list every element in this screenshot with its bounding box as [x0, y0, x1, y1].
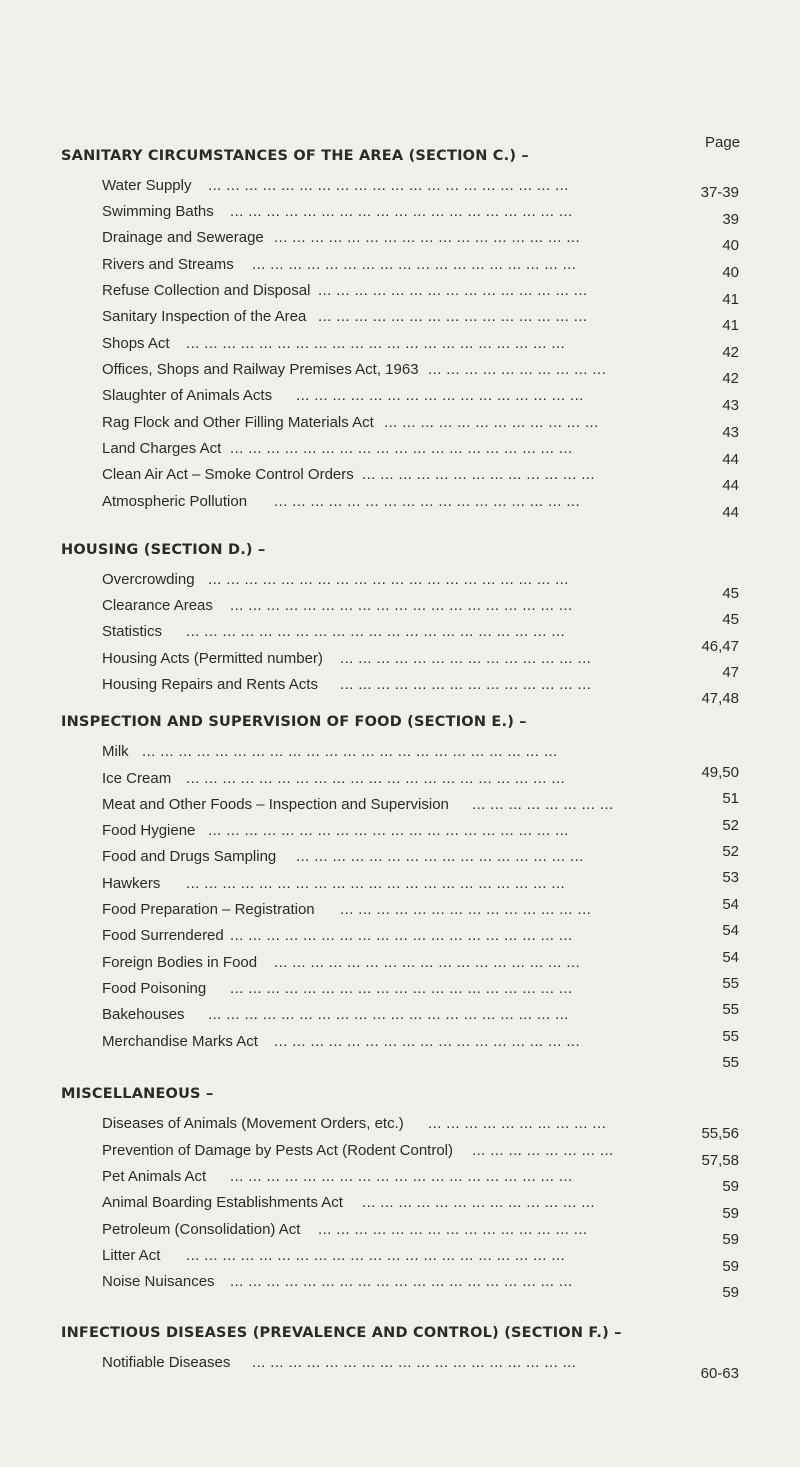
leader-dots: ... ... ... ... ... ... ... ... ... ... ... ... ... ... ... ... ... ... ... — [230, 440, 573, 457]
toc-entry — [102, 282, 739, 308]
toc-entry-page: 44 — [722, 477, 739, 494]
toc-entry-page: 54 — [722, 922, 739, 939]
toc-entry — [102, 1168, 739, 1194]
toc-entry — [102, 256, 739, 282]
toc-entry-title: Bakehouses — [102, 1006, 185, 1023]
toc-entry — [102, 1194, 739, 1220]
leader-dots: ... ... ... ... ... ... ... ... ... ... ... ... ... ... ... ... ... ... — [252, 1354, 577, 1371]
toc-entry — [102, 1354, 739, 1380]
toc-entry-page: 37-39 — [700, 184, 739, 201]
toc-entry-title: Rag Flock and Other Filling Materials Act — [102, 414, 374, 431]
leader-dots: ... ... ... ... ... ... ... ... ... ... ... ... ... ... ... ... ... ... ... ... ... — [186, 623, 566, 640]
leader-dots: ... ... ... ... ... ... ... ... ... ... ... ... ... ... ... ... ... ... ... ... ... — [186, 875, 566, 892]
toc-entry-title: Water Supply — [102, 177, 192, 194]
toc-entry-page: 49,50 — [701, 764, 739, 781]
toc-entry — [102, 1142, 739, 1168]
leader-dots: ... ... ... ... ... ... ... ... ... ... ... ... ... ... ... — [318, 282, 588, 299]
toc-entry-title: Swimming Baths — [102, 203, 214, 220]
toc-entry-page: 43 — [722, 424, 739, 441]
toc-entry-title: Hawkers — [102, 875, 161, 892]
leader-dots: ... ... ... ... ... ... ... ... ... ... ... ... ... ... ... — [318, 1221, 588, 1238]
toc-entry-page: 39 — [722, 211, 739, 228]
toc-entry-page: 55 — [722, 975, 739, 992]
toc-entry-title: Litter Act — [102, 1247, 161, 1264]
toc-entry-page: 40 — [722, 264, 739, 281]
toc-entry-title: Shops Act — [102, 335, 170, 352]
toc-entry-page: 52 — [722, 843, 739, 860]
toc-entry-page: 42 — [722, 344, 739, 361]
toc-entry — [102, 623, 739, 655]
toc-entry-title: Offices, Shops and Railway Premises Act, 1963 — [102, 361, 419, 378]
toc-entry-title: Sanitary Inspection of the Area — [102, 308, 307, 325]
toc-entry-page: 52 — [722, 817, 739, 834]
toc-entry-title: Land Charges Act — [102, 440, 222, 457]
leader-dots: ... ... ... ... ... ... ... ... ... ... ... ... ... ... ... ... ... — [274, 493, 581, 510]
toc-entry-title: Food Preparation – Registration — [102, 901, 315, 918]
toc-entry-title: Refuse Collection and Disposal — [102, 282, 311, 299]
toc-entry-title: Statistics — [102, 623, 163, 640]
section-heading: INFECTIOUS DISEASES (PREVALENCE AND CONTROL) (SECTION F.) – — [61, 1325, 622, 1341]
leader-dots: ... ... ... ... ... ... ... ... ... ... ... ... — [384, 414, 599, 431]
leader-dots: ... ... ... ... ... ... ... ... ... ... ... ... ... ... ... ... ... ... ... — [230, 203, 573, 220]
leader-dots: ... ... ... ... ... ... ... ... ... ... ... ... ... — [362, 466, 595, 483]
toc-entry-title: Rivers and Streams — [102, 256, 234, 273]
toc-entry-page: 55 — [722, 1028, 739, 1045]
leader-dots: ... ... ... ... ... ... ... ... ... ... ... ... ... ... ... ... — [296, 848, 584, 865]
toc-entry-page: 54 — [722, 896, 739, 913]
toc-entry-page: 42 — [722, 370, 739, 387]
toc-entry-title: Drainage and Sewerage — [102, 229, 264, 246]
section-heading: SANITARY CIRCUMSTANCES OF THE AREA (SECTION C.) – — [61, 148, 529, 164]
toc-entry — [102, 308, 739, 334]
toc-entry — [102, 1221, 739, 1247]
toc-entry-page: 43 — [722, 397, 739, 414]
toc-entry-title: Noise Nuisances — [102, 1273, 215, 1290]
toc-entry-page: 46,47 — [701, 638, 739, 655]
toc-entry-page: 44 — [722, 504, 739, 521]
toc-entry — [102, 440, 739, 466]
leader-dots: ... ... ... ... ... ... ... ... ... ... — [428, 1115, 607, 1132]
toc-entry — [102, 650, 739, 681]
leader-dots: ... ... ... ... ... ... ... ... ... ... ... ... ... ... ... ... ... — [274, 229, 581, 246]
leader-dots: ... ... ... ... ... ... ... ... ... ... ... ... ... ... — [340, 676, 592, 693]
toc-entry-title: Petroleum (Consolidation) Act — [102, 1221, 301, 1238]
leader-dots: ... ... ... ... ... ... ... ... ... ... ... ... ... ... ... ... ... ... ... ... — [208, 822, 569, 839]
toc-entry — [102, 1273, 739, 1299]
toc-entry-page: 44 — [722, 451, 739, 468]
toc-entry-page: 53 — [722, 869, 739, 886]
toc-entry-title: Overcrowding — [102, 571, 195, 588]
leader-dots: ... ... ... ... ... ... ... ... ... ... ... ... ... ... ... ... ... ... ... — [230, 1168, 573, 1185]
toc-entry-page: 47 — [722, 664, 739, 681]
toc-entry-page: 59 — [722, 1258, 739, 1275]
toc-entry — [102, 466, 739, 492]
toc-entry — [102, 335, 739, 361]
toc-entry-title: Atmospheric Pollution — [102, 493, 248, 510]
toc-entry-page: 59 — [722, 1284, 739, 1301]
toc-entry-title: Food Poisoning — [102, 980, 207, 997]
toc-entry-title: Food Surrendered — [102, 927, 224, 944]
toc-entry-page: 45 — [722, 585, 739, 602]
toc-entry — [102, 229, 739, 255]
toc-entry-page: 59 — [722, 1178, 739, 1195]
toc-entry-page: 54 — [722, 949, 739, 966]
toc-entry — [102, 414, 739, 440]
leader-dots: ... ... ... ... ... ... ... ... ... ... ... ... ... ... ... ... ... ... ... ... — [208, 571, 569, 588]
leader-dots: ... ... ... ... ... ... ... ... ... ... ... ... ... ... ... ... ... ... ... ... ... — [186, 1247, 566, 1264]
toc-entry-title: Meat and Other Foods – Inspection and Supervision — [102, 796, 449, 813]
toc-entry-page: 51 — [722, 790, 739, 807]
toc-entry-title: Milk — [102, 743, 129, 760]
section-heading: HOUSING (SECTION D.) – — [61, 542, 266, 558]
toc-entry-title: Food Hygiene — [102, 822, 196, 839]
toc-entry-title: Food and Drugs Sampling — [102, 848, 277, 865]
toc-entry-page: 41 — [722, 291, 739, 308]
leader-dots: ... ... ... ... ... ... ... ... ... ... ... ... ... ... ... ... ... ... ... ... ... — [186, 770, 566, 787]
toc-entry-page: 60-63 — [700, 1365, 739, 1382]
toc-entry-title: Clearance Areas — [102, 597, 213, 614]
toc-entry-title: Merchandise Marks Act — [102, 1033, 258, 1050]
leader-dots: ... ... ... ... ... ... ... ... — [472, 796, 614, 813]
leader-dots: ... ... ... ... ... ... ... ... ... ... ... ... ... ... ... ... ... ... ... — [230, 980, 573, 997]
leader-dots: ... ... ... ... ... ... ... ... ... ... ... ... ... ... ... ... ... — [274, 1033, 581, 1050]
toc-entry-page: 45 — [722, 611, 739, 628]
toc-entry-title: Ice Cream — [102, 770, 172, 787]
section-heading: MISCELLANEOUS – — [61, 1086, 214, 1102]
toc-entry — [102, 1033, 739, 1071]
leader-dots: ... ... ... ... ... ... ... ... ... ... ... ... ... ... ... ... ... ... — [252, 256, 577, 273]
toc-entry — [102, 571, 739, 602]
toc-entry-page: 55,56 — [701, 1125, 739, 1142]
toc-entry — [102, 361, 739, 387]
toc-entry-page: 59 — [722, 1205, 739, 1222]
leader-dots: ... ... ... ... ... ... ... ... ... ... ... ... ... ... — [340, 901, 592, 918]
toc-entry-page: 40 — [722, 237, 739, 254]
toc-entry — [102, 203, 739, 229]
leader-dots: ... ... ... ... ... ... ... ... ... ... — [428, 361, 607, 378]
leader-dots: ... ... ... ... ... ... ... ... ... ... ... ... ... ... ... ... ... ... ... — [230, 1273, 573, 1290]
toc-entry-page: 47,48 — [701, 690, 739, 707]
toc-entry-title: Housing Acts (Permitted number) — [102, 650, 323, 667]
toc-entry-title: Diseases of Animals (Movement Orders, etc.) — [102, 1115, 404, 1132]
toc-entry — [102, 1115, 739, 1141]
toc-entry — [102, 597, 739, 628]
page-column-label: Page — [705, 134, 741, 151]
toc-entry — [102, 1247, 739, 1273]
toc-entry — [102, 177, 739, 203]
leader-dots: ... ... ... ... ... ... ... ... ... ... ... ... ... ... ... ... ... ... ... ... — [208, 177, 569, 194]
toc-entry-title: Slaughter of Animals Acts — [102, 387, 273, 404]
toc-entry — [102, 676, 739, 707]
toc-entry-title: Animal Boarding Establishments Act — [102, 1194, 343, 1211]
toc-entry-title: Foreign Bodies in Food — [102, 954, 258, 971]
section-heading: INSPECTION AND SUPERVISION OF FOOD (SECTION E.) – — [61, 714, 527, 730]
leader-dots: ... ... ... ... ... ... ... ... ... ... ... ... ... ... ... ... ... ... ... — [230, 927, 573, 944]
toc-entry-title: Clean Air Act – Smoke Control Orders — [102, 466, 354, 483]
toc-entry-page: 55 — [722, 1001, 739, 1018]
leader-dots: ... ... ... ... ... ... ... ... ... ... ... ... ... ... ... ... ... — [274, 954, 581, 971]
leader-dots: ... ... ... ... ... ... ... ... ... ... ... ... ... ... ... ... ... ... ... — [230, 597, 573, 614]
toc-entry-page: 59 — [722, 1231, 739, 1248]
toc-entry-title: Pet Animals Act — [102, 1168, 207, 1185]
toc-entry — [102, 387, 739, 413]
leader-dots: ... ... ... ... ... ... ... ... ... ... ... ... ... ... — [340, 650, 592, 667]
leader-dots: ... ... ... ... ... ... ... ... ... ... ... ... ... ... ... ... — [296, 387, 584, 404]
leader-dots: ... ... ... ... ... ... ... ... ... ... ... ... ... — [362, 1194, 595, 1211]
leader-dots: ... ... ... ... ... ... ... ... ... ... ... ... ... ... ... ... ... ... ... ... ... ... ... — [142, 743, 558, 760]
toc-entry-title: Prevention of Damage by Pests Act (Rodent Control) — [102, 1142, 454, 1159]
toc-entry-page: 57,58 — [701, 1152, 739, 1169]
toc-entry-page: 55 — [722, 1054, 739, 1071]
leader-dots: ... ... ... ... ... ... ... ... — [472, 1142, 614, 1159]
toc-entry-title: Housing Repairs and Rents Acts — [102, 676, 318, 693]
toc-entry-title: Notifiable Diseases — [102, 1354, 231, 1371]
leader-dots: ... ... ... ... ... ... ... ... ... ... ... ... ... ... ... ... ... ... ... ... — [208, 1006, 569, 1023]
toc-entry — [102, 493, 739, 519]
leader-dots: ... ... ... ... ... ... ... ... ... ... ... ... ... ... ... ... ... ... ... ... ... — [186, 335, 566, 352]
leader-dots: ... ... ... ... ... ... ... ... ... ... ... ... ... ... ... — [318, 308, 588, 325]
toc-entry-page: 41 — [722, 317, 739, 334]
